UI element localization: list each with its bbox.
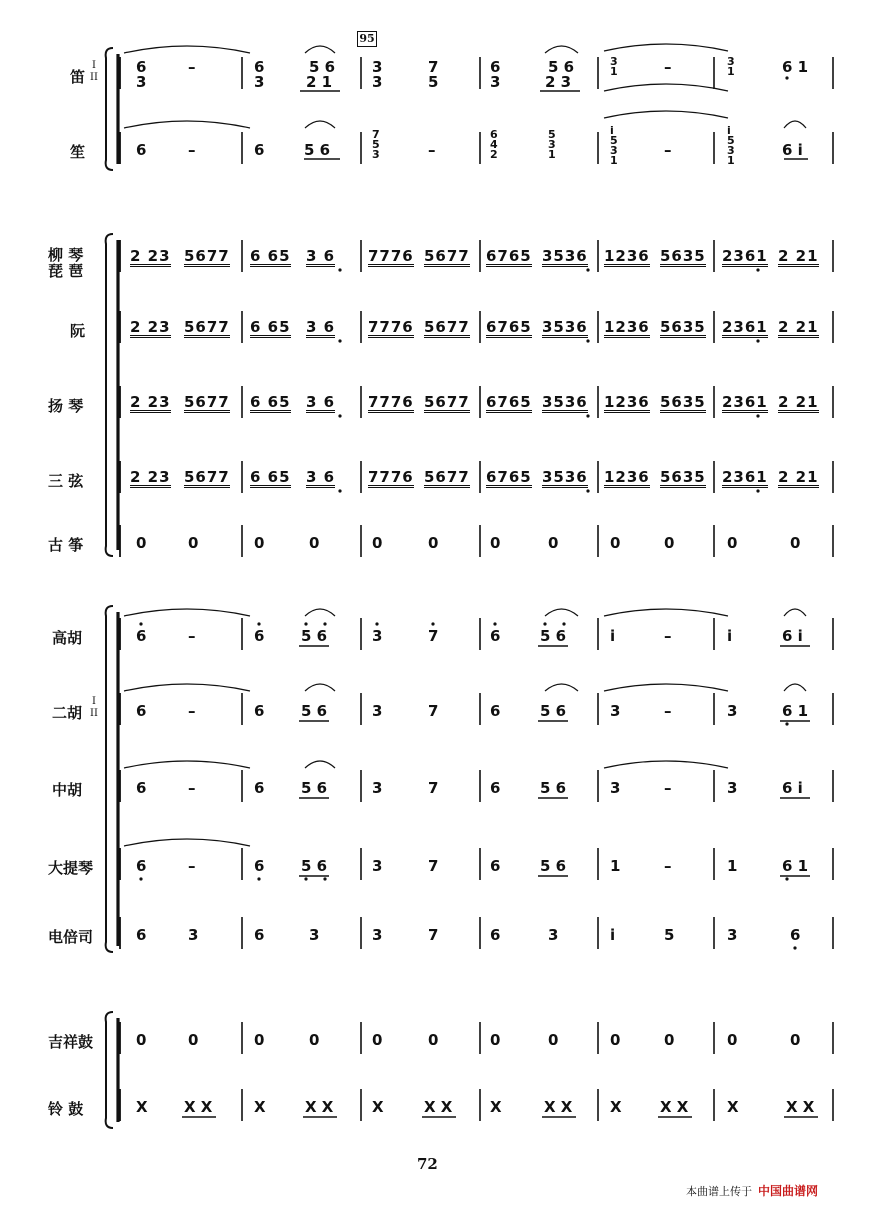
zhonghu-note: 3: [372, 779, 383, 797]
erhu-note: 6: [136, 702, 147, 720]
ruan-figure: 1236: [604, 318, 650, 336]
sheng-chord: 1: [610, 154, 618, 167]
sheng-note: 6: [136, 141, 147, 159]
linggu-hit-pair: X X: [786, 1098, 815, 1116]
dianbeisi-note: i: [610, 926, 616, 944]
octave-dot: [304, 877, 307, 880]
octave-dot: [493, 622, 496, 625]
datiqin-note: 1: [727, 857, 738, 875]
staff-label-jixianggu: 吉祥鼓: [48, 1033, 94, 1051]
zhonghu-tie: [305, 761, 335, 768]
datiqin-note: 6: [254, 857, 265, 875]
sheng-dash: –: [428, 141, 436, 159]
octave-dot: [793, 946, 796, 949]
sheng-chord: i: [610, 124, 614, 137]
di-low: 2 1: [306, 73, 333, 91]
roman-1: I: [92, 696, 96, 707]
jixianggu-rest: 0: [309, 1031, 320, 1049]
octave-dot: [139, 622, 142, 625]
sheng-chord: 3: [727, 144, 735, 157]
jixianggu-rest: 0: [727, 1031, 738, 1049]
di-low: 3: [490, 73, 501, 91]
dianbeisi-note: 6: [790, 926, 801, 944]
guzheng-rest: 0: [790, 534, 801, 552]
guzheng-rest: 0: [490, 534, 501, 552]
di-note: 6 1: [782, 58, 809, 76]
staff-label-zhonghu: 中胡: [52, 781, 83, 799]
di-low: 3: [254, 73, 265, 91]
zhonghu-note: 6 i: [782, 779, 803, 797]
octave-dot: [338, 414, 341, 417]
staff-label-di: 笛: [70, 68, 86, 86]
guzheng-rest: 0: [136, 534, 147, 552]
zhonghu-tie: [124, 761, 250, 768]
liuqin-figure: 6765: [486, 247, 532, 265]
ruan-figure: 2 21: [778, 318, 819, 336]
gaohu-tie: [784, 609, 806, 616]
ruan-figure: 3536: [542, 318, 588, 336]
sheng-dash: –: [664, 141, 672, 159]
liuqin-figure: 5677: [184, 247, 230, 265]
sheng-chord: 6: [490, 128, 498, 141]
zhonghu-note: 5 6: [540, 779, 567, 797]
ruan-figure: 2361: [722, 318, 768, 336]
sanxian-figure: 2 23: [130, 468, 171, 486]
yangqin-figure: 2361: [722, 393, 768, 411]
sheng-chord: 5: [548, 128, 556, 141]
sanxian-figure: 5635: [660, 468, 706, 486]
liuqin-figure: 2 23: [130, 247, 171, 265]
linggu-hit-pair: X X: [660, 1098, 689, 1116]
yangqin-figure: 1236: [604, 393, 650, 411]
staff-label-linggu: 铃 鼓: [48, 1100, 84, 1118]
gaohu-note: 6: [254, 627, 265, 645]
octave-dot: [586, 489, 589, 492]
octave-dot: [756, 268, 759, 271]
ruan-figure: 7776: [368, 318, 414, 336]
yangqin-figure: 5677: [184, 393, 230, 411]
sheng-chord: 2: [490, 148, 498, 161]
yangqin-figure: 3536: [542, 393, 588, 411]
sheng-tie: [124, 121, 250, 128]
jixianggu-rest: 0: [610, 1031, 621, 1049]
datiqin-note: 6 1: [782, 857, 809, 875]
sheng-chord: 5: [372, 138, 380, 151]
guzheng-rest: 0: [309, 534, 320, 552]
gaohu-note: i: [727, 627, 733, 645]
guzheng-rest: 0: [188, 534, 199, 552]
sanxian-figure: 5677: [424, 468, 470, 486]
sheng-chord: 1: [548, 148, 556, 161]
ruan-figure: 5677: [184, 318, 230, 336]
roman-1: I: [92, 60, 96, 71]
di-note: 3: [372, 58, 383, 76]
linggu-hit-pair: X X: [424, 1098, 453, 1116]
erhu-note: –: [188, 702, 196, 720]
staff-label-gaohu: 高胡: [52, 629, 83, 647]
dianbeisi-note: 3: [548, 926, 559, 944]
octave-dot: [562, 622, 565, 625]
sheng-chord: 1: [727, 154, 735, 167]
erhu-tie: [124, 684, 250, 691]
gaohu-note: –: [664, 627, 672, 645]
sheng-tie: [604, 111, 728, 118]
octave-dot: [304, 622, 307, 625]
yangqin-figure: 2 21: [778, 393, 819, 411]
octave-dot: [785, 877, 788, 880]
di-tie: [604, 44, 728, 51]
guzheng-rest: 0: [254, 534, 265, 552]
sheng-chord: 3: [610, 144, 618, 157]
octave-dot: [139, 877, 142, 880]
roman-2: II: [90, 72, 98, 83]
octave-dot: [586, 414, 589, 417]
octave-dot: [323, 877, 326, 880]
guzheng-rest: 0: [610, 534, 621, 552]
yangqin-figure: 3 6: [306, 393, 336, 411]
yangqin-figure: 6765: [486, 393, 532, 411]
datiqin-note: 7: [428, 857, 439, 875]
zhonghu-note: 6: [254, 779, 265, 797]
octave-dot: [756, 414, 759, 417]
datiqin-note: 5 6: [301, 857, 328, 875]
bracket-plucked: [106, 234, 113, 556]
di-tie: [604, 84, 728, 91]
zhonghu-note: 6: [490, 779, 501, 797]
bracket-bowed: [106, 606, 113, 952]
linggu-hit: X: [490, 1098, 502, 1116]
gaohu-note: –: [188, 627, 196, 645]
erhu-tie: [305, 684, 335, 691]
octave-dot: [785, 76, 788, 79]
gaohu-note: 3: [372, 627, 383, 645]
di-note: 5 6: [548, 58, 575, 76]
octave-dot: [543, 622, 546, 625]
staff-label-yangqin: 扬 琴: [48, 397, 84, 415]
staff-label-ruan: 阮: [70, 322, 86, 340]
liuqin-figure: 5677: [424, 247, 470, 265]
guzheng-rest: 0: [548, 534, 559, 552]
erhu-note: 6: [254, 702, 265, 720]
sanxian-figure: 6765: [486, 468, 532, 486]
gaohu-tie: [124, 609, 250, 616]
dianbeisi-note: 3: [372, 926, 383, 944]
ruan-figure: 5635: [660, 318, 706, 336]
zhonghu-note: 3: [727, 779, 738, 797]
staff-label-guzheng: 古 筝: [48, 536, 84, 554]
datiqin-tie: [124, 839, 250, 846]
di-note: –: [188, 58, 196, 76]
octave-dot: [785, 722, 788, 725]
erhu-note: 3: [727, 702, 738, 720]
datiqin-note: 5 6: [540, 857, 567, 875]
jixianggu-rest: 0: [664, 1031, 675, 1049]
erhu-note: 3: [372, 702, 383, 720]
dianbeisi-note: 6: [136, 926, 147, 944]
linggu-hit: X: [610, 1098, 622, 1116]
erhu-note: –: [664, 702, 672, 720]
zhonghu-note: –: [664, 779, 672, 797]
gaohu-note: 6 i: [782, 627, 803, 645]
guzheng-rest: 0: [428, 534, 439, 552]
zhonghu-note: 3: [610, 779, 621, 797]
gaohu-tie: [604, 609, 728, 616]
liuqin-figure: 7776: [368, 247, 414, 265]
jixianggu-rest: 0: [428, 1031, 439, 1049]
sheng-chord: 3: [548, 138, 556, 151]
gaohu-tie: [545, 609, 578, 616]
octave-dot: [375, 622, 378, 625]
jixianggu-rest: 0: [548, 1031, 559, 1049]
linggu-hit: X: [254, 1098, 266, 1116]
zhonghu-note: 5 6: [301, 779, 328, 797]
staff-label-datiqin: 大提琴: [48, 859, 94, 877]
page-number: 72: [417, 1155, 438, 1173]
dianbeisi-note: 6: [254, 926, 265, 944]
sheng-chord: 3: [372, 148, 380, 161]
di-dash: –: [664, 58, 672, 76]
sanxian-figure: 7776: [368, 468, 414, 486]
erhu-note: 7: [428, 702, 439, 720]
liuqin-figure: 6 65: [250, 247, 291, 265]
linggu-hit-pair: X X: [184, 1098, 213, 1116]
ruan-figure: 6 65: [250, 318, 291, 336]
dianbeisi-note: 7: [428, 926, 439, 944]
staff-label-erhu: 二胡: [52, 704, 83, 722]
datiqin-note: 1: [610, 857, 621, 875]
gaohu-note: 7: [428, 627, 439, 645]
gaohu-tie: [305, 609, 335, 616]
di-chord: 3: [727, 55, 735, 68]
erhu-note: 5 6: [540, 702, 567, 720]
staff-label-liuqin-2: 琵 琶: [48, 262, 84, 280]
di-chord: 1: [727, 65, 735, 78]
dianbeisi-note: 5: [664, 926, 675, 944]
zhonghu-tie: [604, 761, 728, 768]
sanxian-figure: 3536: [542, 468, 588, 486]
dianbeisi-note: 3: [727, 926, 738, 944]
yangqin-figure: 7776: [368, 393, 414, 411]
di-low: 3: [136, 73, 147, 91]
octave-dot: [586, 268, 589, 271]
linggu-hit-pair: X X: [544, 1098, 573, 1116]
staff-label-sheng: 笙: [70, 143, 86, 161]
octave-dot: [431, 622, 434, 625]
di-slur: [545, 46, 578, 53]
sanxian-figure: 3 6: [306, 468, 336, 486]
sheng-chord: 5: [610, 134, 618, 147]
jixianggu-rest: 0: [490, 1031, 501, 1049]
sheng-chord: 7: [372, 128, 380, 141]
dianbeisi-note: 6: [490, 926, 501, 944]
guzheng-rest: 0: [664, 534, 675, 552]
rehearsal-mark: 95: [357, 31, 377, 47]
yangqin-figure: 5677: [424, 393, 470, 411]
ruan-figure: 6765: [486, 318, 532, 336]
octave-dot: [338, 268, 341, 271]
di-chord: 1: [610, 65, 618, 78]
di-note: 5 6: [309, 58, 336, 76]
octave-dot: [338, 339, 341, 342]
site-logo: 中国曲谱网: [758, 1184, 819, 1198]
di-low: 5: [428, 73, 439, 91]
liuqin-figure: 3 6: [306, 247, 336, 265]
roman-2: II: [90, 708, 98, 719]
liuqin-figure: 2 21: [778, 247, 819, 265]
erhu-note: 6: [490, 702, 501, 720]
erhu-tie: [604, 684, 728, 691]
liuqin-figure: 2361: [722, 247, 768, 265]
staff-label-dianbeisi: 电倍司: [48, 928, 94, 946]
linggu-hit: X: [727, 1098, 739, 1116]
yangqin-figure: 2 23: [130, 393, 171, 411]
sheng-slur: [784, 121, 806, 128]
linggu-hit: X: [136, 1098, 148, 1116]
upload-credit: [686, 1182, 818, 1199]
gaohu-note: 5 6: [301, 627, 328, 645]
octave-dot: [257, 622, 260, 625]
erhu-note: 5 6: [301, 702, 328, 720]
datiqin-note: 3: [372, 857, 383, 875]
erhu-tie: [784, 684, 806, 691]
di-note: 6: [490, 58, 501, 76]
sheng-note: 6: [254, 141, 265, 159]
sheng-note: 6 i: [782, 141, 803, 159]
ruan-figure: 5677: [424, 318, 470, 336]
di-slur: [305, 46, 335, 53]
octave-dot: [586, 339, 589, 342]
sanxian-figure: 2 21: [778, 468, 819, 486]
sanxian-figure: 1236: [604, 468, 650, 486]
gaohu-note: 6: [490, 627, 501, 645]
sheng-dash: –: [188, 141, 196, 159]
liuqin-figure: 5635: [660, 247, 706, 265]
datiqin-note: 6: [490, 857, 501, 875]
jixianggu-rest: 0: [188, 1031, 199, 1049]
erhu-note: 3: [610, 702, 621, 720]
yangqin-figure: 6 65: [250, 393, 291, 411]
sheng-chord: 4: [490, 138, 498, 151]
staff-label-sanxian: 三 弦: [48, 472, 84, 490]
di-chord: 3: [610, 55, 618, 68]
ruan-figure: 3 6: [306, 318, 336, 336]
sanxian-figure: 2361: [722, 468, 768, 486]
gaohu-note: 6: [136, 627, 147, 645]
sheng-chord: i: [727, 124, 731, 137]
di-low: 2 3: [545, 73, 572, 91]
jixianggu-rest: 0: [136, 1031, 147, 1049]
zhonghu-note: –: [188, 779, 196, 797]
octave-dot: [756, 339, 759, 342]
jixianggu-rest: 0: [372, 1031, 383, 1049]
sanxian-figure: 6 65: [250, 468, 291, 486]
jixianggu-rest: 0: [254, 1031, 265, 1049]
jixianggu-rest: 0: [790, 1031, 801, 1049]
guzheng-rest: 0: [727, 534, 738, 552]
liuqin-figure: 1236: [604, 247, 650, 265]
datiqin-note: –: [188, 857, 196, 875]
di-note: 6: [254, 58, 265, 76]
octave-dot: [756, 489, 759, 492]
staff-label-liuqin: 柳 琴: [48, 246, 84, 264]
footer-text: 本曲谱上传于: [686, 1185, 752, 1198]
linggu-hit: X: [372, 1098, 384, 1116]
sanxian-figure: 5677: [184, 468, 230, 486]
octave-dot: [323, 622, 326, 625]
sheng-slur: [305, 121, 335, 128]
liuqin-figure: 3536: [542, 247, 588, 265]
guzheng-rest: 0: [372, 534, 383, 552]
di-low: 3: [372, 73, 383, 91]
erhu-tie: [545, 684, 578, 691]
dianbeisi-note: 3: [309, 926, 320, 944]
gaohu-note: i: [610, 627, 616, 645]
datiqin-note: –: [664, 857, 672, 875]
dianbeisi-note: 3: [188, 926, 199, 944]
datiqin-note: 6: [136, 857, 147, 875]
linggu-hit-pair: X X: [305, 1098, 334, 1116]
zhonghu-note: 7: [428, 779, 439, 797]
di-note: 6: [136, 58, 147, 76]
bracket-winds: [106, 48, 113, 170]
yangqin-figure: 5635: [660, 393, 706, 411]
bracket-percussion: [106, 1012, 113, 1128]
gaohu-note: 5 6: [540, 627, 567, 645]
di-note: 7: [428, 58, 439, 76]
octave-dot: [338, 489, 341, 492]
erhu-note: 6 1: [782, 702, 809, 720]
di-tie: [124, 46, 250, 53]
sheng-note: 5 6: [304, 141, 331, 159]
sheng-chord: 5: [727, 134, 735, 147]
octave-dot: [257, 877, 260, 880]
zhonghu-note: 6: [136, 779, 147, 797]
ruan-figure: 2 23: [130, 318, 171, 336]
